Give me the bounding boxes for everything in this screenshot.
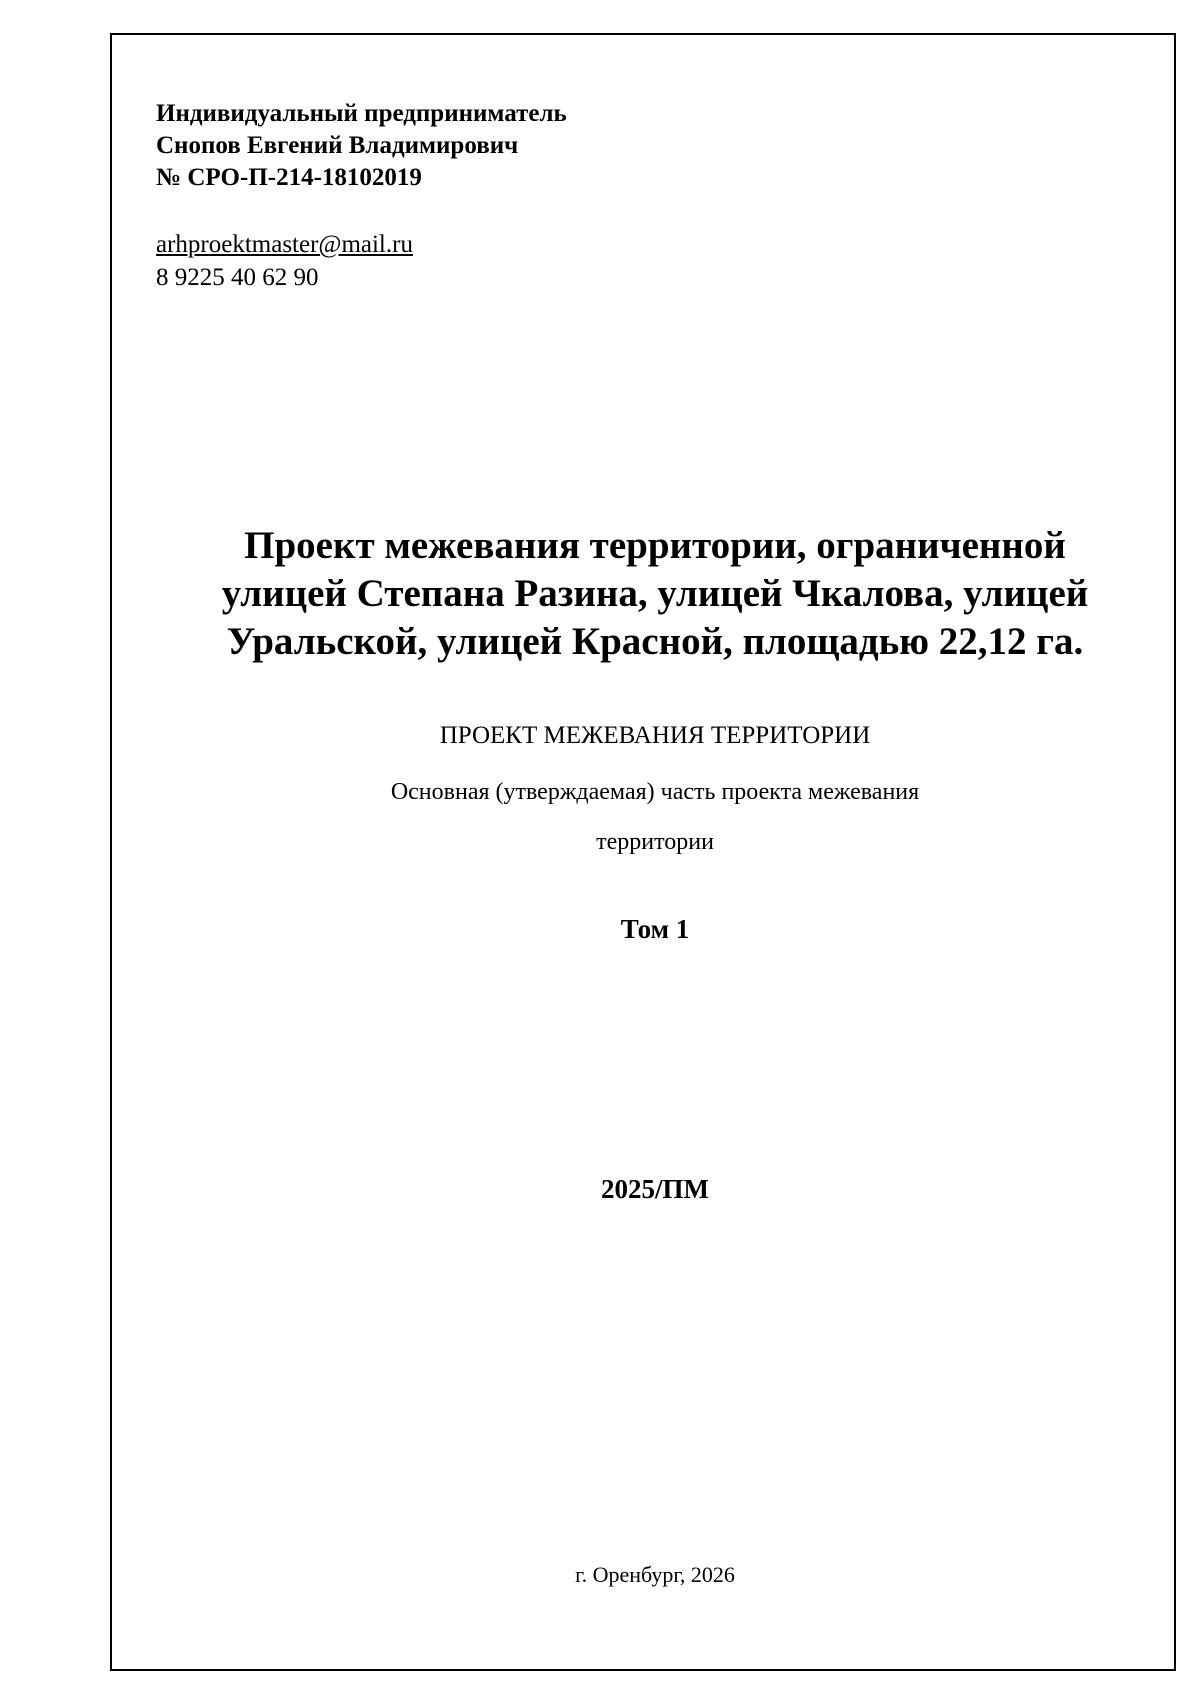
organization-sro-number: № СРО-П-214-18102019 <box>156 164 422 191</box>
document-code: 2025/ПМ <box>601 1174 709 1204</box>
section-subtitle-line-2: территории <box>596 829 714 855</box>
organization-owner-name: Снопов Евгений Владимирович <box>156 132 519 159</box>
section-subtitle-line-1: Основная (утверждаемая) часть проекта межевания <box>390 779 920 805</box>
organization-block <box>156 98 567 194</box>
document-title <box>140 522 1170 666</box>
document-title-line-2: улицей Степана Разина, улицей Чкалова, улицей <box>221 572 1089 615</box>
contacts-block <box>156 228 413 294</box>
section-heading: ПРОЕКТ МЕЖЕВАНИЯ ТЕРРИТОРИИ <box>439 722 871 749</box>
volume-label: Том 1 <box>620 914 690 944</box>
section-subtitle <box>140 767 1170 867</box>
email-link[interactable]: arhproektmaster@mail.ru <box>156 231 413 258</box>
city-year: г. Оренбург, 2026 <box>575 1562 735 1587</box>
document-title-line-3: Уральской, улицей Красной, площадью 22,12 га. <box>226 620 1084 663</box>
organization-type: Индивидуальный предприниматель <box>156 100 567 127</box>
document-title-line-1: Проект межевания территории, ограниченной <box>244 524 1066 567</box>
phone-number: 8 9225 40 62 90 <box>156 264 319 291</box>
